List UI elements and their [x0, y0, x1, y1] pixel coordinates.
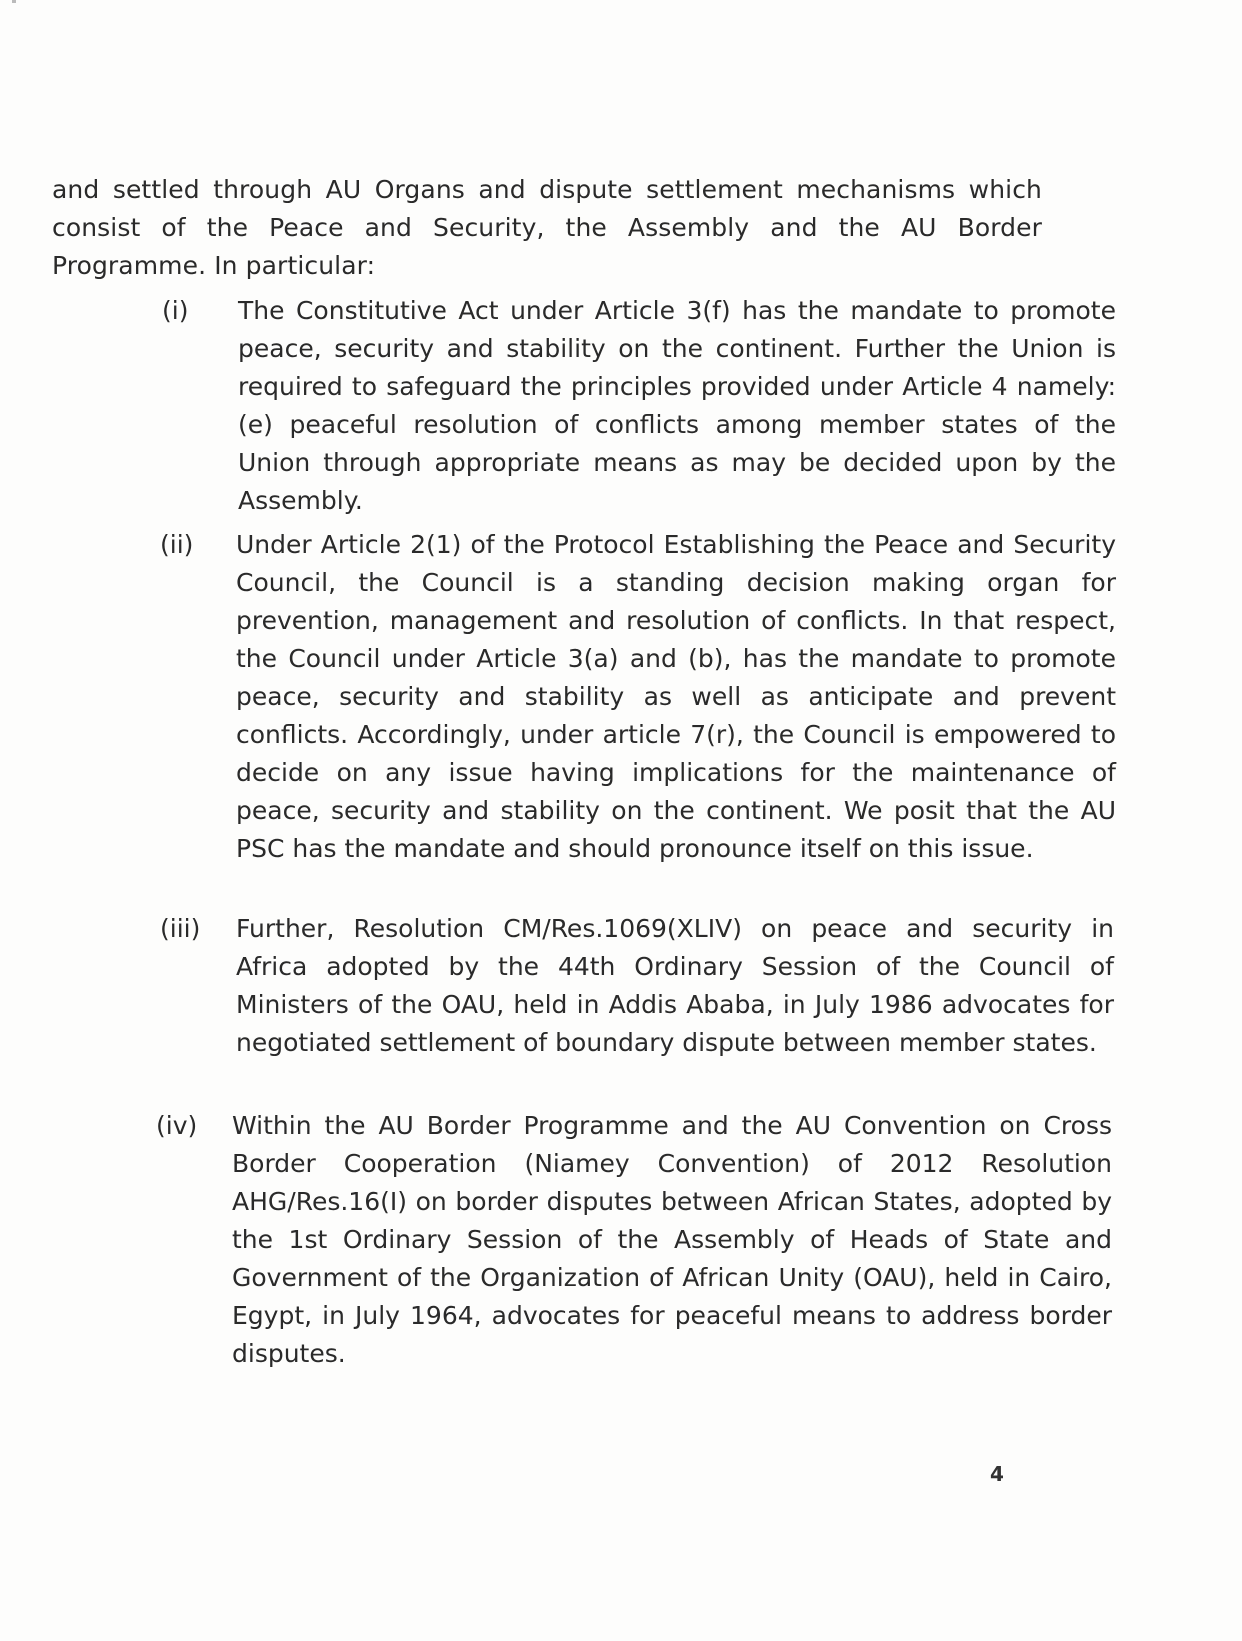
list-item [156, 1107, 1112, 1373]
list-item-label: (ii) [160, 530, 194, 559]
list-item-text: Within the AU Border Programme and the AU Convention on Cross Border Cooperation (Niamey Convention) of 2012 Resolution AHG/Res.16(I) on border disputes between African States, adopted by the 1st Ordinary Session of the Assembly of Heads of State and Government of the Organization of African Unity (OAU), held in Cairo, Egypt, in July 1964, advocates for peaceful means to address border disputes. [232, 1111, 1112, 1368]
intro-paragraph: and settled through AU Organs and dispute settlement mechanisms which consist of the Peace and Security, the Assembly and the AU Border Programme. In particular: [52, 175, 1042, 280]
list-item [162, 292, 1116, 520]
page-number: 4 [990, 1462, 1004, 1486]
list-item-label: (iii) [160, 914, 201, 943]
list-item-text: The Constitutive Act under Article 3(f) has the mandate to promote peace, security and stability on the continent. Further the Union is required to safeguard the principles provided under Article 4 namely:(e) peaceful resolution of conflicts among member states of the Union through appropriate means as may be decided upon by the Assembly. [238, 296, 1116, 515]
list-item [160, 910, 1114, 1062]
scan-artifact [12, 0, 16, 3]
list-item-text: Under Article 2(1) of the Protocol Establishing the Peace and Security Council, the Council is a standing decision making organ for prevention, management and resolution of conflicts. In that respect, the Council under Article 3(a) and (b), has the mandate to promote peace, security and stability as well as anticipate and prevent conflicts. Accordingly, under article 7(r), the Council is empowered to decide on any issue having implications for the maintenance of peace, security and stability on the continent. We posit that the AU PSC has the mandate and should pronounce itself on this issue. [236, 530, 1116, 863]
list-item [160, 526, 1116, 868]
list-item-label: (iv) [156, 1111, 198, 1140]
list-item-text: Further, Resolution CM/Res.1069(XLIV) on peace and security in Africa adopted by the 44th Ordinary Session of the Council of Ministers of the OAU, held in Addis Ababa, in July 1986 advocates for negotiated settlement of boundary dispute between member states. [236, 914, 1114, 1057]
list-item-label: (i) [162, 296, 189, 325]
